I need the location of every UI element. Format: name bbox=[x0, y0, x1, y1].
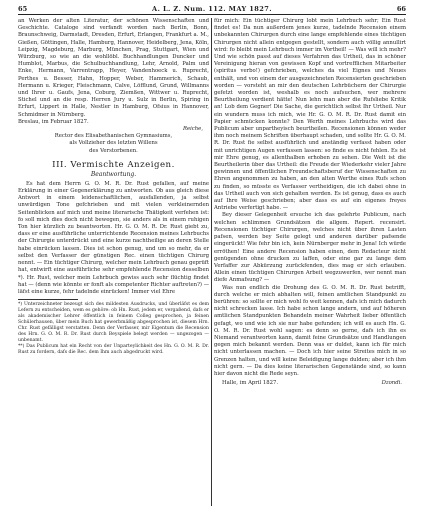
place-date: Breslau, im Februar 1827. bbox=[18, 118, 89, 125]
running-title: A. L. Z. Num. 112. MAY 1827. bbox=[152, 5, 272, 13]
footnote-1: *) Unterzeichneter bezeugt sich des mildesten Ausdrucks, und überläfst es dem Lefern zu entscheiden, wem es gehöre: ob Hn. Rust, jedem er, vergaßend, dafs er als akademischer Lehrer öffentlich in feinem Colleg gesprochen, ja feinen Schülerhausen, über mein Buch hat gewerbmäßig abgesprochen ist, diesem Hrn. Chr. Rust gefälligst verstatten. Denn der Verfasser, mir Eigentum die Recension des Hrn. G. O. M. R. Dr. Rust durch Beyspiele belegt werden — ungezogen — unbenamt. bbox=[18, 302, 209, 344]
occasion-paragraph: Bey dieser Gelegenheit ersuche ich das gelehrte Publicum, nach welchen schlimmen Grundsätzen die allgem. Repert. recensirt. Recensionen tüchtiger Chirurgen, welches nicht über ihren Lasten pafsen, werden bey Seite gelegt und anderen darüber pafsende eingerückt! Wie fehr bin ich, kein Nürnberger mehr in Jena! Ich würde erröthen! Eine andere Recension haben einen, dem Redacteur nicht genügenden ohne drucken zu laffen, oder eine gar zu lange dem Verfaffer zur Abkürzung zurückfenden, dies mag er sich erlauben. Allein einen tüchtigen Chirurgen Arbeit wegzuwerfen, wer nennt man diefe Anmafsung? — bbox=[214, 212, 406, 284]
rector-line-2: als Vollzieher des letzten Willens bbox=[69, 140, 158, 147]
continuation-paragraph: für mich: Ein tüchtiger Chirurg lobt mein Lehrbuch sehr; Ein Rust findet es! Da nun außerdem jenes kurze, tadelnde Recension einem unbekannten Chirurgen durch eine lange empfehlende eines tüchtigen Chirurgen nicht allein entgegen gestellt, sondern auch völlig annullirt wird: fo bleibt mein Lehrbuch immer im Vortheil! — Was will ich mehr? Und wie schön passt auf dieses Verfahren das Urtheil, das in schöner Vereinigung hieran von gewissen Kopf und vortrefflichen Mitarbeiter (spiritus verbo!) gefchrieben, welches da viel Eignes und Neues enthält, und von einem der ausgezeichneten Recensierten geschrieben worden — vorsteht an mir den deutschen Lehrbüchern der Chirurgie gefetzt worden ist, weshalb es noch aufsuchen, wer mehrere Beurtheilung verdient hätte! Nun lehn man aber die Rufsliebe Kritik an! Lob dem Gegner! Die Sache, die gerichtlich selbst Ihr Urtheil. Nur ein wundern muss ich mich, wie Hr. G. O. M. R. Dr. Rust damit ein Papier schmücken konnte? Den Werth meines Lehrbuchs wird das Publicum aber unpartheyisch beurtheilen. Recensionen können weder ihm noch meinem Schriften überhaupt schaden, und sollte Hr. G. O. M. R. Dr. Rust fie selbst ausführlich und anständig verfasst haben oder mit unrichtigen Augen verfassen lassen: so finde es nicht fehlen. Es ist mir Ehre genug, es allenthalben erhoben zu sehen. Die Welt ist die Beurtheilerin über das Urtheil: die Freude der Wiederkehr vieler Jahre gewinnen und öffentlichen Freundschaftsberuf der Wissenschaften zu Ehren angenommen zu haben, an den alten Werthe eines Rufs schon zu finden, so müsste es Verfasser vertheidigen, die ich dabei ohne in das Urtheil auch von sich gehalten werden. Es ist genug, dass es auch auf Ihre Weise geschrieben; aber dass es auf ein eigenes freyes Antriebe verfertigt habe. — bbox=[214, 18, 406, 212]
right-column bbox=[214, 18, 406, 508]
rector-line-1: Rector des Elisabethanischen Gymnasiums, bbox=[54, 133, 173, 140]
page-header bbox=[18, 4, 406, 14]
signature-row bbox=[214, 380, 406, 388]
closing-signer: Dzondi. bbox=[381, 380, 402, 387]
catalog-paragraph: an Werken der alten Literatur, der schönen Wissenschaften und Geschichte. Cataloge sind verfandt worden nach Berlin, Bonn, Braunschweig, Darmstadt, Dresden, Erfurt, Erlangen, Frankfurt a. M., Gießen, Göttingen, Halle, Hamburg, Hannover, Heidelberg, Jena, Köln, Leipzig, Magdeburg, Marburg, München, Prag, Stuttgart, Wien und Würzburg, so wie an die wohllöbl. Buchhandlungen Duncker und Humblot, Marbus, die Schulbuchhandlung, Lehr, Arnold, Palm und Enke, Hermann, Varrentrapp, Heyer, Vandenhoeck u. Ruprecht, Perthes u. Besser, Hahn, Hopper, Weber, Hammerich, Schaub, Hermann u. Krieger, Fleischmann, Calve, Löfflund, Grund, Willmanns und Ihrer u. Gaufs, Jena, Coburg, Ziemßen, Wittwer u. Ruprecht, Stichel und an die resp. Herren Jury u. Sulz in Berlin, Spiring in Erfurt, Lippert in Halle, Nestler in Hamburg, Ofsius in Hannover, Schmidmer in Nürnberg. bbox=[18, 18, 209, 118]
section-title: III. Vermischte Anzeigen. bbox=[52, 159, 175, 170]
rector-line-3: des Verstorbenen. bbox=[89, 147, 138, 154]
footnote-2: **) Das Publicum hat ein Recht von der Unparteylichkeit des Hn. G. O. M. R. Dr. Rust zu fordern, dafs die Rec. dem Ihm auch abgedruckt wird. bbox=[18, 344, 209, 356]
answer-paragraph: Es hat dem Herrn G. O. M. R. Dr. Rust gefallen, auf meine Erklärung in einer Gegenerklärung zu antworten. Ob aus gleich diese Antwort in einem leidenschaftlichen, ausfallenden, ja selbst unwürdigen Tone gefchrieben und mit vielen verkleinernden Seitenblicken auf mich und meine literarische Thätigkeit verfehen ist: fo soll mich dies doch nicht bewegen, sie anders als in einem ruhigen Ton hier kürzlich zu beantworten. Hr. G. O. M. R. Dr. Rust giebt zu, dass er eine ausführliche unterrichtende Recension meines Lehrbuchs der Chirurgie unterdrückt und eine kurze nachtheilige an deren Stelle habe einrücken lassen. Dies ist schon genug, und um so mehr, da er selbst den Verfasser der günstigen Rec. einen tüchtigen Chirurg nennt. — Ein tüchtiger Chirurg, welcher mein Lehrbuch genau geprüft hat, entwirft eine ausführliche sehr empfehlende Recension desselben *). Hr. Rust, welcher mein Lehrbuch gewiss auch sehr flüchtig findet hat — (denn wie könnte er fonft als competenter Richter auftreten?) — läfst eine kurze, fehr tadelnde einrücken! Immer viel Ehre bbox=[18, 180, 209, 295]
page-number-right: 66 bbox=[396, 5, 406, 13]
threat-paragraph: Was nun endlich die Drohung des G. O. M. R. Dr. Rust betrifft, durch welche er mich abhalten will, feinen amtlichen Standpunkt zu berühren: so sollte er mich wohl fo weit kennen, dafs ich mich dadurch nicht schrecken lasse. Ich habe schon lange andern, und auf höheren amtlichen Standpunkten Behandeln meiner Wahrheit lieber öffentlich gefagt, wo und wie ich sie nur habe gefunden; ich will es auch Hn. G. O. M. R. Dr. Rust wohl sagen: es denn so gerne, dafs ich ihn es Niemand verantworten kann, damit feine Grundsätze und Handlungen gegen mich bekannt werden. Denn was er duldet, kann ich für mich nicht unterlassen machen. — Doch ich hier seine Streites mich in so Grenzen halten, und will keine Beleidigung lange dulden; aber ich ihm nicht gern. — Da dies keine literarischen Gegenstände sind, so kann hier davon nicht die Rede seyn. bbox=[214, 284, 406, 377]
closing-place-date: Halle, im April 1827. bbox=[222, 380, 279, 387]
section-subtitle: Beantwortung. bbox=[90, 170, 137, 178]
page-number-left: 65 bbox=[18, 5, 28, 13]
footnote-rule bbox=[18, 299, 78, 300]
signer-name: Reiche, bbox=[182, 126, 203, 133]
column-divider bbox=[211, 18, 212, 506]
header-rule bbox=[18, 14, 406, 15]
left-column bbox=[18, 18, 209, 508]
